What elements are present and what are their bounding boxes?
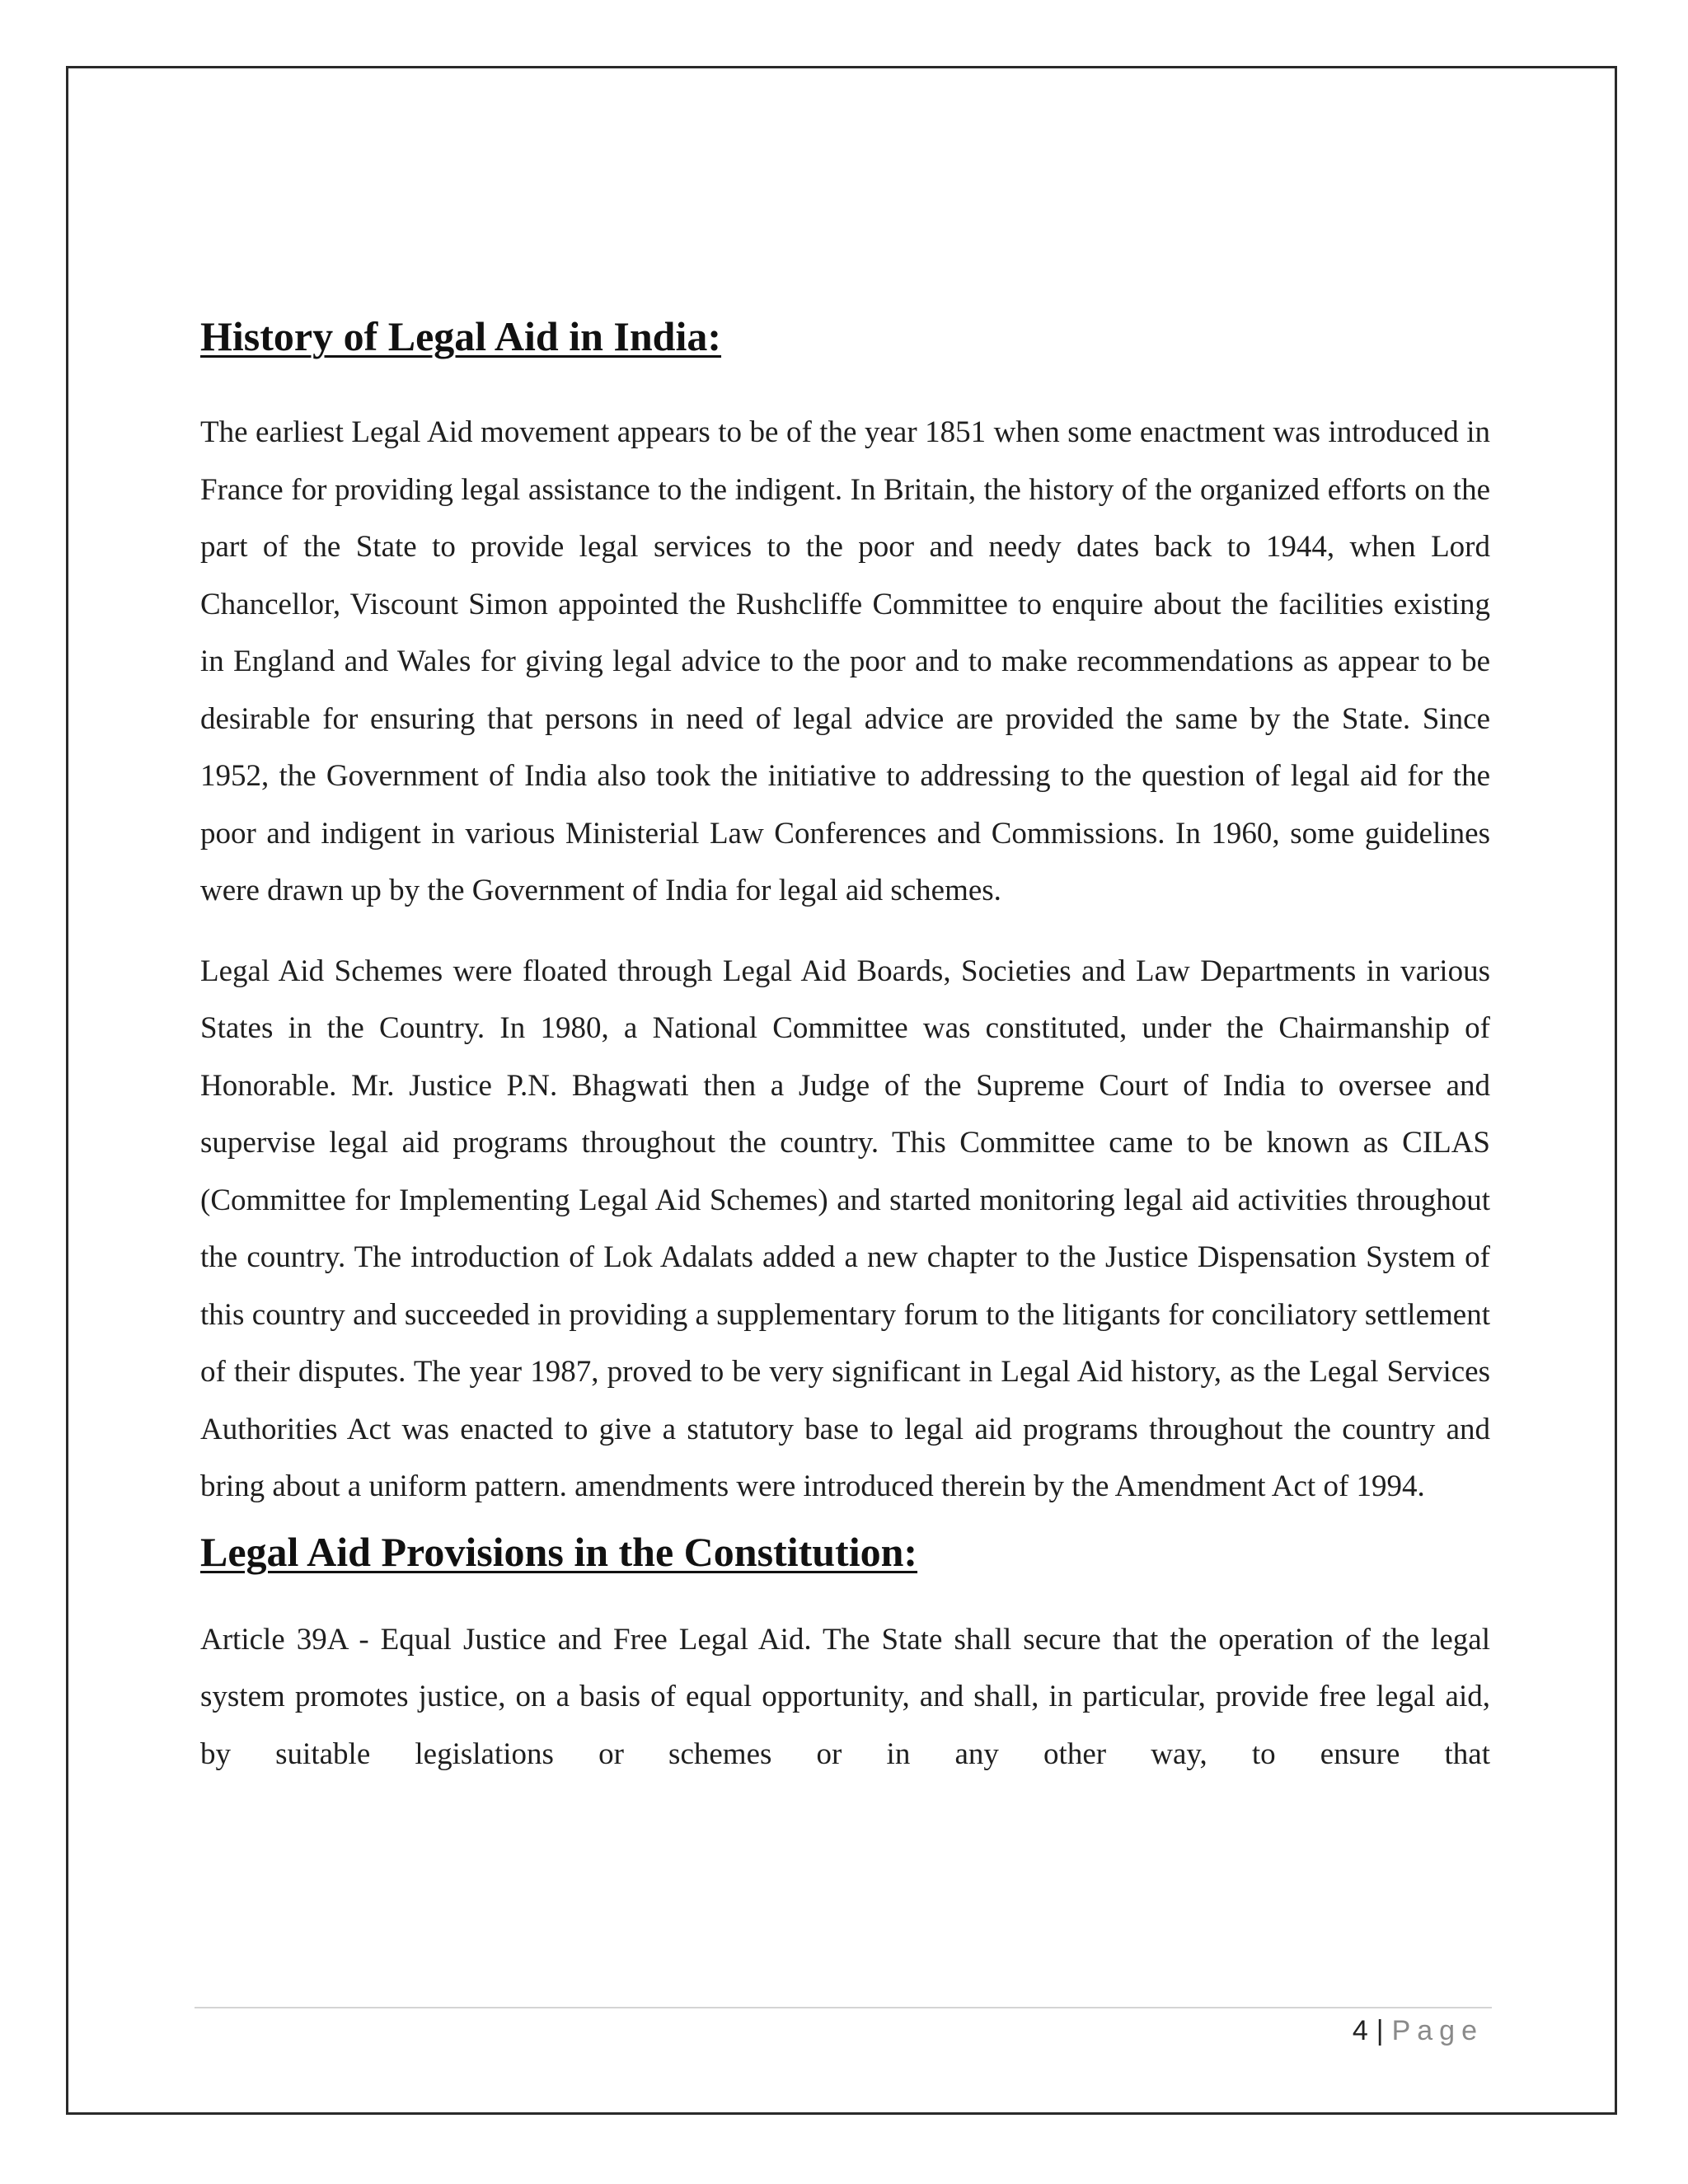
page-label: Page [1391, 2015, 1484, 2046]
page-number: 4 [1352, 2015, 1368, 2046]
paragraph-history-2: Legal Aid Schemes were floated through Legal Aid Boards, Societies and Law Departments in various States in the Country. In 1980, a National Committee was constituted, under the Chairmanship of Honorable. Mr. Justice P.N. Bhagwati then a Judge of the Supreme Court of India to oversee and supervise legal aid programs throughout the country. This Committee came to be known as CILAS (Committee for Implementing Legal Aid Schemes) and started monitoring legal aid activities throughout the country. The introduction of Lok Adalats added a new chapter to the Justice Dispensation System of this country and succeeded in providing a supplementary forum to the litigants for conciliatory settlement of their disputes. The year 1987, proved to be very significant in Legal Aid history, as the Legal Services Authorities Act was enacted to give a statutory base to legal aid programs throughout the country and bring about a uniform pattern. amendments were introduced therein by the Amendment Act of 1994. [200, 954, 1490, 1503]
document-body [200, 312, 1490, 1783]
paragraph-history-1: The earliest Legal Aid movement appears to be of the year 1851 when some enactment was introduced in France for providing legal assistance to the indigent. In Britain, the history of the organized efforts on the part of the State to provide legal services to the poor and needy dates back to 1944, when Lord Chancellor, Viscount Simon appointed the Rushcliffe Committee to enquire about the facilities existing in England and Wales for giving legal advice to the poor and to make recommendations as appear to be desirable for ensuring that persons in need of legal advice are provided the same by the State. Since 1952, the Government of India also took the initiative to addressing to the question of legal aid for the poor and indigent in various Ministerial Law Conferences and Commissions. In 1960, some guidelines were drawn up by the Government of India for legal aid schemes. [200, 415, 1490, 907]
footer-divider [195, 2007, 1492, 2008]
page-footer [1353, 2013, 1484, 2049]
section-heading-history: History of Legal Aid in India: [200, 313, 722, 359]
footer-separator: | [1376, 2015, 1384, 2046]
paragraph-article-39a: Article 39A - Equal Justice and Free Legal Aid. The State shall secure that the operation of the legal system promotes justice, on a basis of equal opportunity, and shall, in particular, provide free legal aid, by suitable legislations or schemes or in any other way, to ensure that [200, 1622, 1490, 1771]
section-heading-constitution: Legal Aid Provisions in the Constitution: [200, 1528, 918, 1575]
